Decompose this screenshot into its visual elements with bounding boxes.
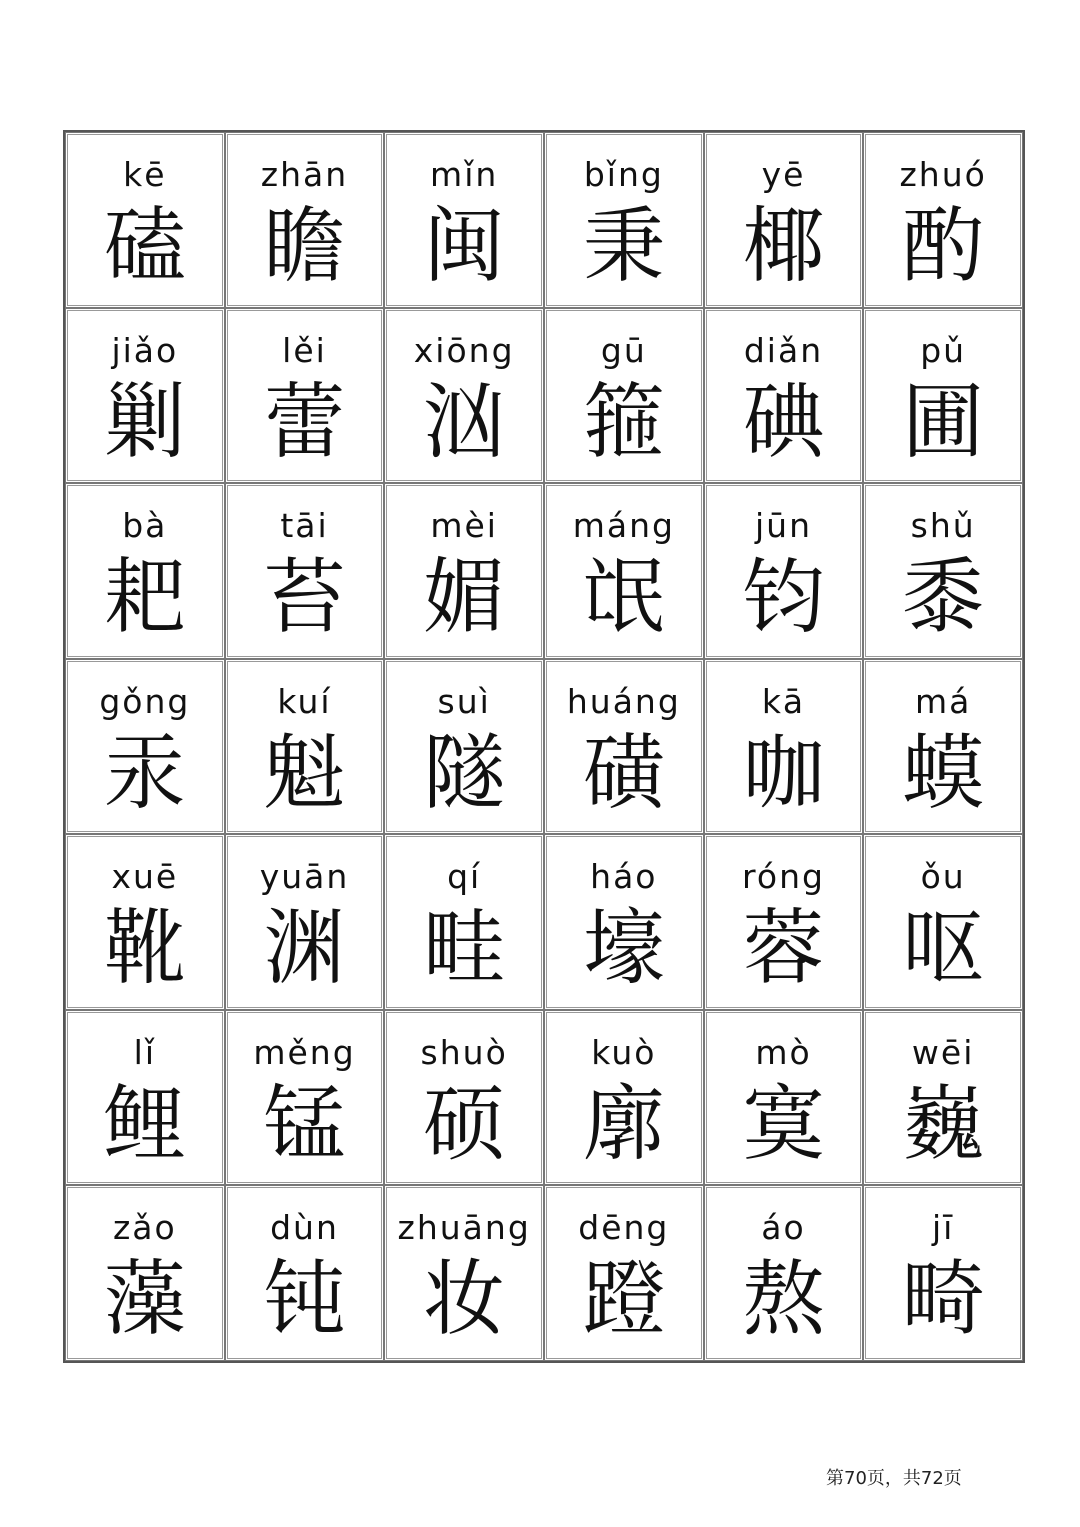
character-card <box>65 132 225 308</box>
character-card <box>225 308 385 484</box>
hanzi-character: 钧 <box>742 550 825 646</box>
hanzi-character: 瞻 <box>263 199 346 294</box>
hanzi-character: 廓 <box>582 1076 665 1172</box>
pinyin-label: kuí <box>277 681 332 721</box>
pinyin-label: zhuāng <box>397 1208 531 1248</box>
pinyin-label: mèi <box>430 506 498 546</box>
character-card <box>384 132 544 308</box>
character-card <box>863 132 1023 308</box>
hanzi-character: 靴 <box>103 901 186 997</box>
pinyin-label: yuān <box>259 857 350 897</box>
character-card <box>704 659 864 835</box>
character-card <box>544 1185 704 1361</box>
pinyin-label: huáng <box>566 681 681 721</box>
page-number: 第70页，共72页 <box>826 1468 962 1489</box>
character-card <box>704 834 864 1010</box>
hanzi-character: 椰 <box>742 199 825 294</box>
hanzi-character: 蹬 <box>582 1252 665 1348</box>
character-card <box>704 308 864 484</box>
character-card <box>863 1185 1023 1361</box>
pinyin-label: mǐn <box>430 155 499 194</box>
hanzi-character: 寞 <box>742 1076 825 1172</box>
pinyin-label: suì <box>437 681 491 721</box>
character-card <box>544 1010 704 1186</box>
character-card <box>65 834 225 1010</box>
hanzi-character: 碘 <box>742 374 825 470</box>
character-card <box>225 1185 385 1361</box>
hanzi-character: 磺 <box>582 725 665 821</box>
pinyin-label: kē <box>123 155 167 194</box>
hanzi-character: 钝 <box>263 1252 346 1348</box>
pinyin-label: mò <box>755 1032 812 1072</box>
hanzi-character: 苔 <box>263 550 346 646</box>
pinyin-label: lěi <box>282 330 327 370</box>
hanzi-character: 壕 <box>582 901 665 997</box>
character-card <box>384 834 544 1010</box>
hanzi-character: 蓉 <box>742 901 825 997</box>
character-card <box>544 834 704 1010</box>
pinyin-label: bǐng <box>583 155 664 194</box>
character-card <box>544 483 704 659</box>
pinyin-label: qí <box>447 857 482 897</box>
character-card <box>65 659 225 835</box>
character-card <box>704 1010 864 1186</box>
hanzi-character: 蟆 <box>902 725 985 821</box>
character-card <box>384 483 544 659</box>
pinyin-label: tāi <box>280 506 329 546</box>
character-card <box>544 132 704 308</box>
hanzi-character: 黍 <box>902 550 985 646</box>
pinyin-label: ǒu <box>920 857 966 897</box>
pinyin-label: máng <box>572 506 675 546</box>
pinyin-label: áo <box>761 1208 806 1248</box>
hanzi-character: 媚 <box>423 550 506 646</box>
character-card <box>65 308 225 484</box>
pinyin-label: háo <box>590 857 658 897</box>
pinyin-label: pǔ <box>920 330 967 370</box>
character-card <box>65 1185 225 1361</box>
hanzi-character: 隧 <box>423 725 506 821</box>
pinyin-label: gǒng <box>99 681 191 721</box>
hanzi-character: 藻 <box>103 1252 186 1348</box>
pinyin-label: shuò <box>420 1032 508 1072</box>
hanzi-character: 氓 <box>582 550 665 646</box>
hanzi-character: 巍 <box>902 1076 985 1172</box>
pinyin-label: wēi <box>911 1032 975 1072</box>
character-card <box>863 308 1023 484</box>
character-card <box>384 1185 544 1361</box>
character-card <box>225 483 385 659</box>
character-card <box>704 483 864 659</box>
character-card <box>704 132 864 308</box>
character-card <box>65 1010 225 1186</box>
hanzi-character: 鲤 <box>103 1076 186 1172</box>
pinyin-label: shǔ <box>910 506 976 546</box>
character-card <box>225 834 385 1010</box>
hanzi-character: 熬 <box>742 1252 825 1348</box>
pinyin-label: měng <box>253 1032 356 1072</box>
pinyin-label: yē <box>761 155 806 194</box>
hanzi-character: 魁 <box>263 725 346 821</box>
hanzi-character: 妆 <box>423 1252 506 1348</box>
pinyin-label: gū <box>600 330 647 370</box>
hanzi-character: 渊 <box>263 901 346 997</box>
pinyin-label: jī <box>931 1208 955 1248</box>
hanzi-character: 秉 <box>582 199 665 294</box>
character-card <box>863 834 1023 1010</box>
pinyin-label: lǐ <box>133 1032 156 1072</box>
hanzi-character: 汹 <box>423 374 506 470</box>
pinyin-label: zǎo <box>112 1208 177 1248</box>
hanzi-character: 圃 <box>902 374 985 470</box>
hanzi-character: 闽 <box>423 199 506 294</box>
pinyin-label: jūn <box>754 506 812 546</box>
pinyin-label: xiōng <box>413 330 515 370</box>
character-card <box>863 659 1023 835</box>
hanzi-character: 剿 <box>103 374 186 470</box>
character-card <box>384 1010 544 1186</box>
pinyin-label: diǎn <box>743 330 824 370</box>
hanzi-character: 畦 <box>423 901 506 997</box>
character-card <box>544 308 704 484</box>
character-card-grid <box>63 130 1025 1363</box>
character-card <box>65 483 225 659</box>
character-card <box>225 1010 385 1186</box>
pinyin-label: dēng <box>578 1208 670 1248</box>
pinyin-label: xuē <box>111 857 179 897</box>
hanzi-character: 酌 <box>902 199 985 294</box>
pinyin-label: zhān <box>260 155 349 194</box>
hanzi-character: 硕 <box>423 1076 506 1172</box>
hanzi-character: 呕 <box>902 901 985 997</box>
hanzi-character: 锰 <box>263 1076 346 1172</box>
hanzi-character: 畸 <box>902 1252 985 1348</box>
pinyin-label: kuò <box>591 1032 657 1072</box>
hanzi-character: 汞 <box>103 725 186 821</box>
character-card <box>863 1010 1023 1186</box>
character-card <box>384 308 544 484</box>
hanzi-character: 箍 <box>582 374 665 470</box>
pinyin-label: kā <box>761 681 806 721</box>
pinyin-label: má <box>914 681 972 721</box>
pinyin-label: zhuó <box>899 155 987 194</box>
pinyin-label: jiǎo <box>111 330 179 370</box>
hanzi-character: 耙 <box>103 550 186 646</box>
character-card <box>225 132 385 308</box>
pinyin-label: róng <box>742 857 825 897</box>
pinyin-label: dùn <box>270 1208 339 1248</box>
character-card <box>225 659 385 835</box>
hanzi-character: 蕾 <box>263 374 346 470</box>
character-card <box>384 659 544 835</box>
character-card <box>544 659 704 835</box>
hanzi-character: 咖 <box>742 725 825 821</box>
character-card <box>704 1185 864 1361</box>
hanzi-character: 磕 <box>103 199 186 294</box>
character-card <box>863 483 1023 659</box>
pinyin-label: bà <box>122 506 168 546</box>
